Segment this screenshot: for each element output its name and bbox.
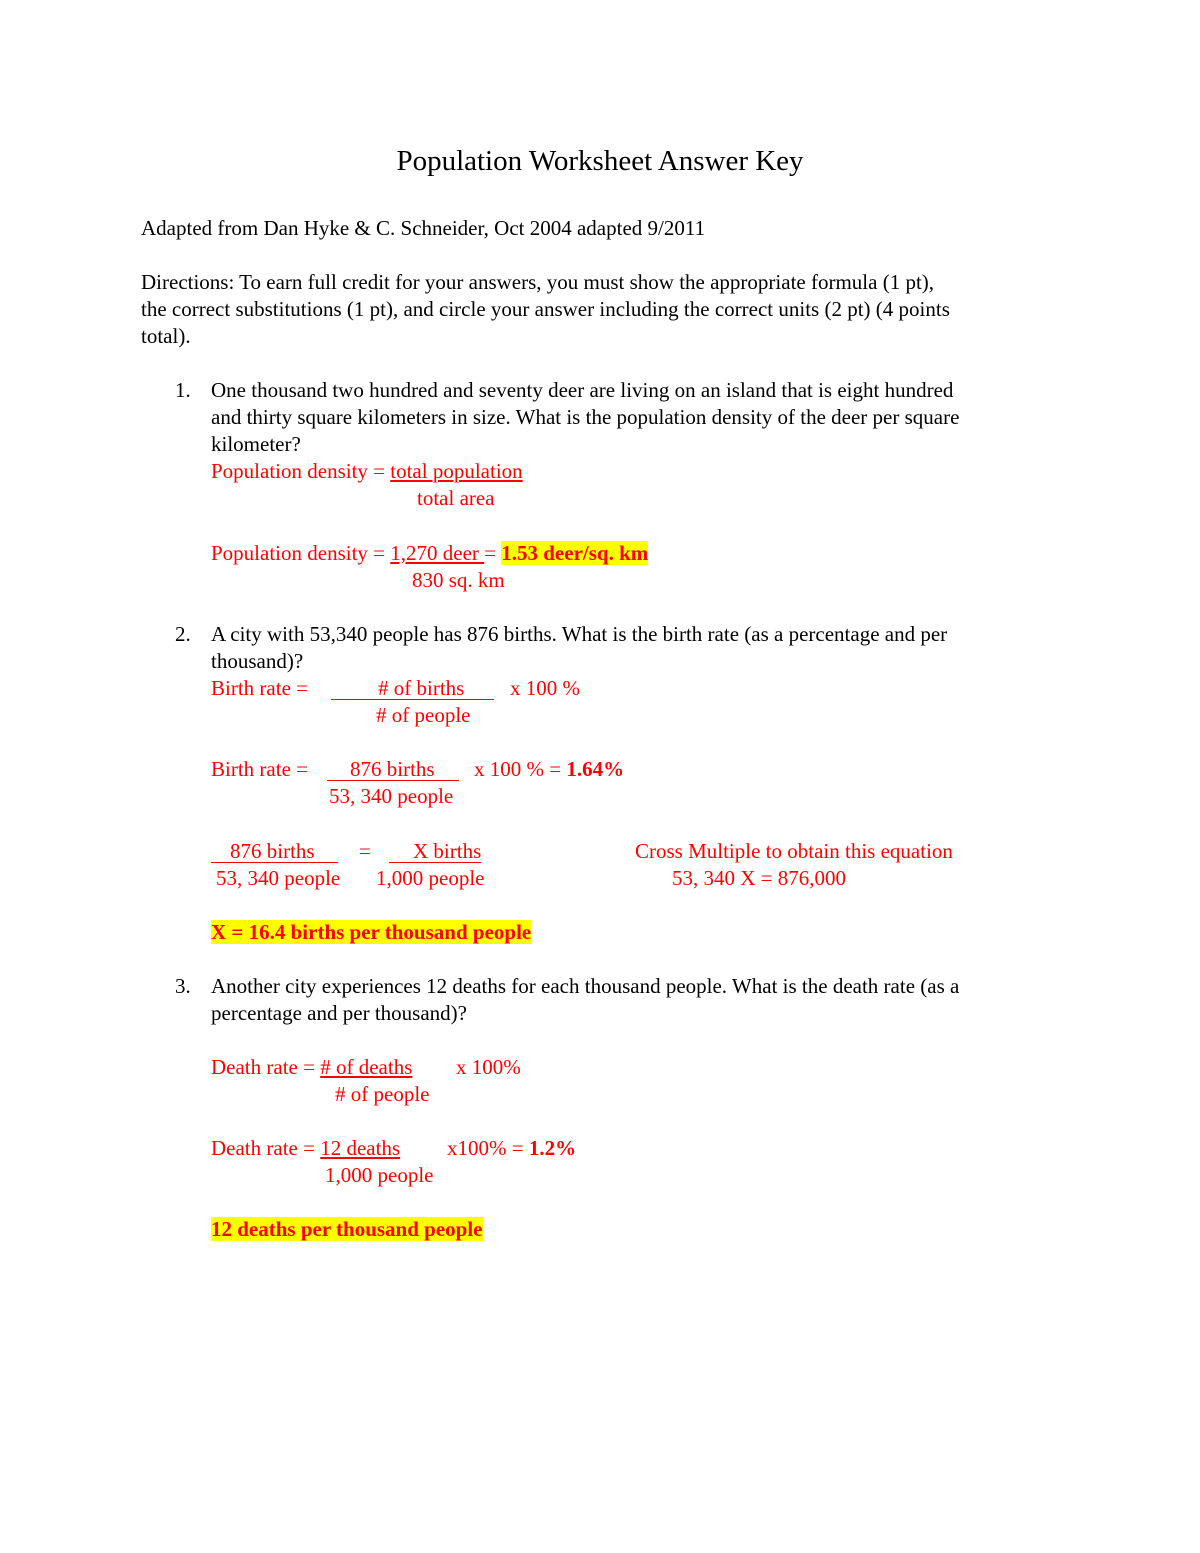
q2-proportion-equals: =	[359, 839, 371, 863]
q3-sub-lhs: Death rate =	[211, 1136, 321, 1160]
q2-answer: X = 16.4 births per thousand people	[211, 920, 532, 944]
q2-sub-denominator: 53, 340 people	[329, 784, 454, 808]
q2-proportion-left-denominator: 53, 340 people	[216, 866, 341, 890]
q2-proportion-right-numerator: X births	[389, 840, 481, 863]
q3-sub-result	[447, 1135, 576, 1162]
q3-text-line-2: percentage and per thousand)?	[211, 1001, 467, 1025]
q3-formula-denominator: # of people	[335, 1082, 430, 1106]
q2-sub-lhs: Birth rate =	[211, 757, 308, 781]
q3-sub-denominator: 1,000 people	[325, 1163, 434, 1187]
q2-sub-numerator: 876 births	[327, 758, 459, 781]
q2-number: 2.	[175, 622, 191, 646]
q2-proportion-left-num-wrap	[211, 838, 338, 865]
q3-formula-multiplier: x 100%	[456, 1055, 521, 1079]
q1-text-line-1: One thousand two hundred and seventy deer are living on an island that is eight hundred	[211, 378, 954, 402]
q1-sub-equals: =	[484, 541, 502, 565]
q3-sub-numerator: 12 deaths	[320, 1136, 401, 1160]
q1-substitution	[211, 540, 648, 567]
q1-sub-denominator: 830 sq. km	[412, 568, 505, 592]
q2-proportion-right-num-wrap	[389, 838, 481, 865]
q2-proportion-left-numerator: 876 births	[211, 840, 338, 863]
q2-text-line-2: thousand)?	[211, 649, 304, 673]
directions-line-1: Directions: To earn full credit for your answers, you must show the appropriate formula (1 pt),	[141, 270, 935, 294]
q1-formula	[211, 458, 523, 485]
q2-formula-denominator: # of people	[376, 703, 471, 727]
q1-answer: 1.53 deer/sq. km	[501, 541, 649, 565]
q2-cross-multiply-label: Cross Multiple to obtain this equation	[635, 839, 953, 863]
q3-text-line-1: Another city experiences 12 deaths for each thousand people. What is the death rate (as a	[211, 974, 960, 998]
q2-text-line-1: A city with 53,340 people has 876 births. What is the birth rate (as a percentage and per	[211, 622, 948, 646]
q3-formula	[211, 1054, 412, 1081]
q2-answer-wrap	[211, 919, 531, 946]
q1-formula-denominator: total area	[417, 486, 495, 510]
q3-formula-lhs: Death rate =	[211, 1055, 321, 1079]
q3-sub-answer: 1.2%	[528, 1136, 577, 1160]
q3-sub-multiplier: x100% =	[447, 1136, 529, 1160]
q2-sub-answer: 1.64%	[566, 757, 625, 781]
q1-sub-numerator: 1,270 deer	[390, 541, 485, 565]
q2-formula-lhs: Birth rate =	[211, 676, 308, 700]
q1-sub-lhs: Population density =	[211, 541, 391, 565]
directions-line-3: total).	[141, 324, 191, 348]
q3-formula-numerator: # of deaths	[320, 1055, 413, 1079]
q2-formula-numerator-wrap	[331, 675, 494, 702]
q2-sub-result	[474, 756, 624, 783]
q2-sub-multiplier: x 100 % =	[474, 757, 567, 781]
q1-formula-lhs: Population density =	[211, 459, 391, 483]
q2-formula-multiplier: x 100 %	[510, 676, 580, 700]
q3-answer: 12 deaths per thousand people	[211, 1217, 483, 1241]
q1-formula-numerator: total population	[390, 459, 523, 483]
q1-number: 1.	[175, 378, 191, 402]
directions-line-2: the correct substitutions (1 pt), and circle your answer including the correct units (2 pt) (4 points	[141, 297, 950, 321]
page-title: Population Worksheet Answer Key	[396, 145, 804, 177]
q1-text-line-3: kilometer?	[211, 432, 301, 456]
q2-sub-numerator-wrap	[327, 756, 459, 783]
q2-proportion-right-denominator: 1,000 people	[376, 866, 485, 890]
adapted-line: Adapted from Dan Hyke & C. Schneider, Oct 2004 adapted 9/2011	[141, 216, 706, 240]
q3-substitution	[211, 1135, 400, 1162]
q3-answer-wrap	[211, 1216, 483, 1243]
q3-number: 3.	[175, 974, 191, 998]
q2-formula-numerator: # of births	[331, 677, 494, 700]
q2-cross-multiply-equation: 53, 340 X = 876,000	[672, 866, 847, 890]
q1-text-line-2: and thirty square kilometers in size. What is the population density of the deer per square	[211, 405, 960, 429]
